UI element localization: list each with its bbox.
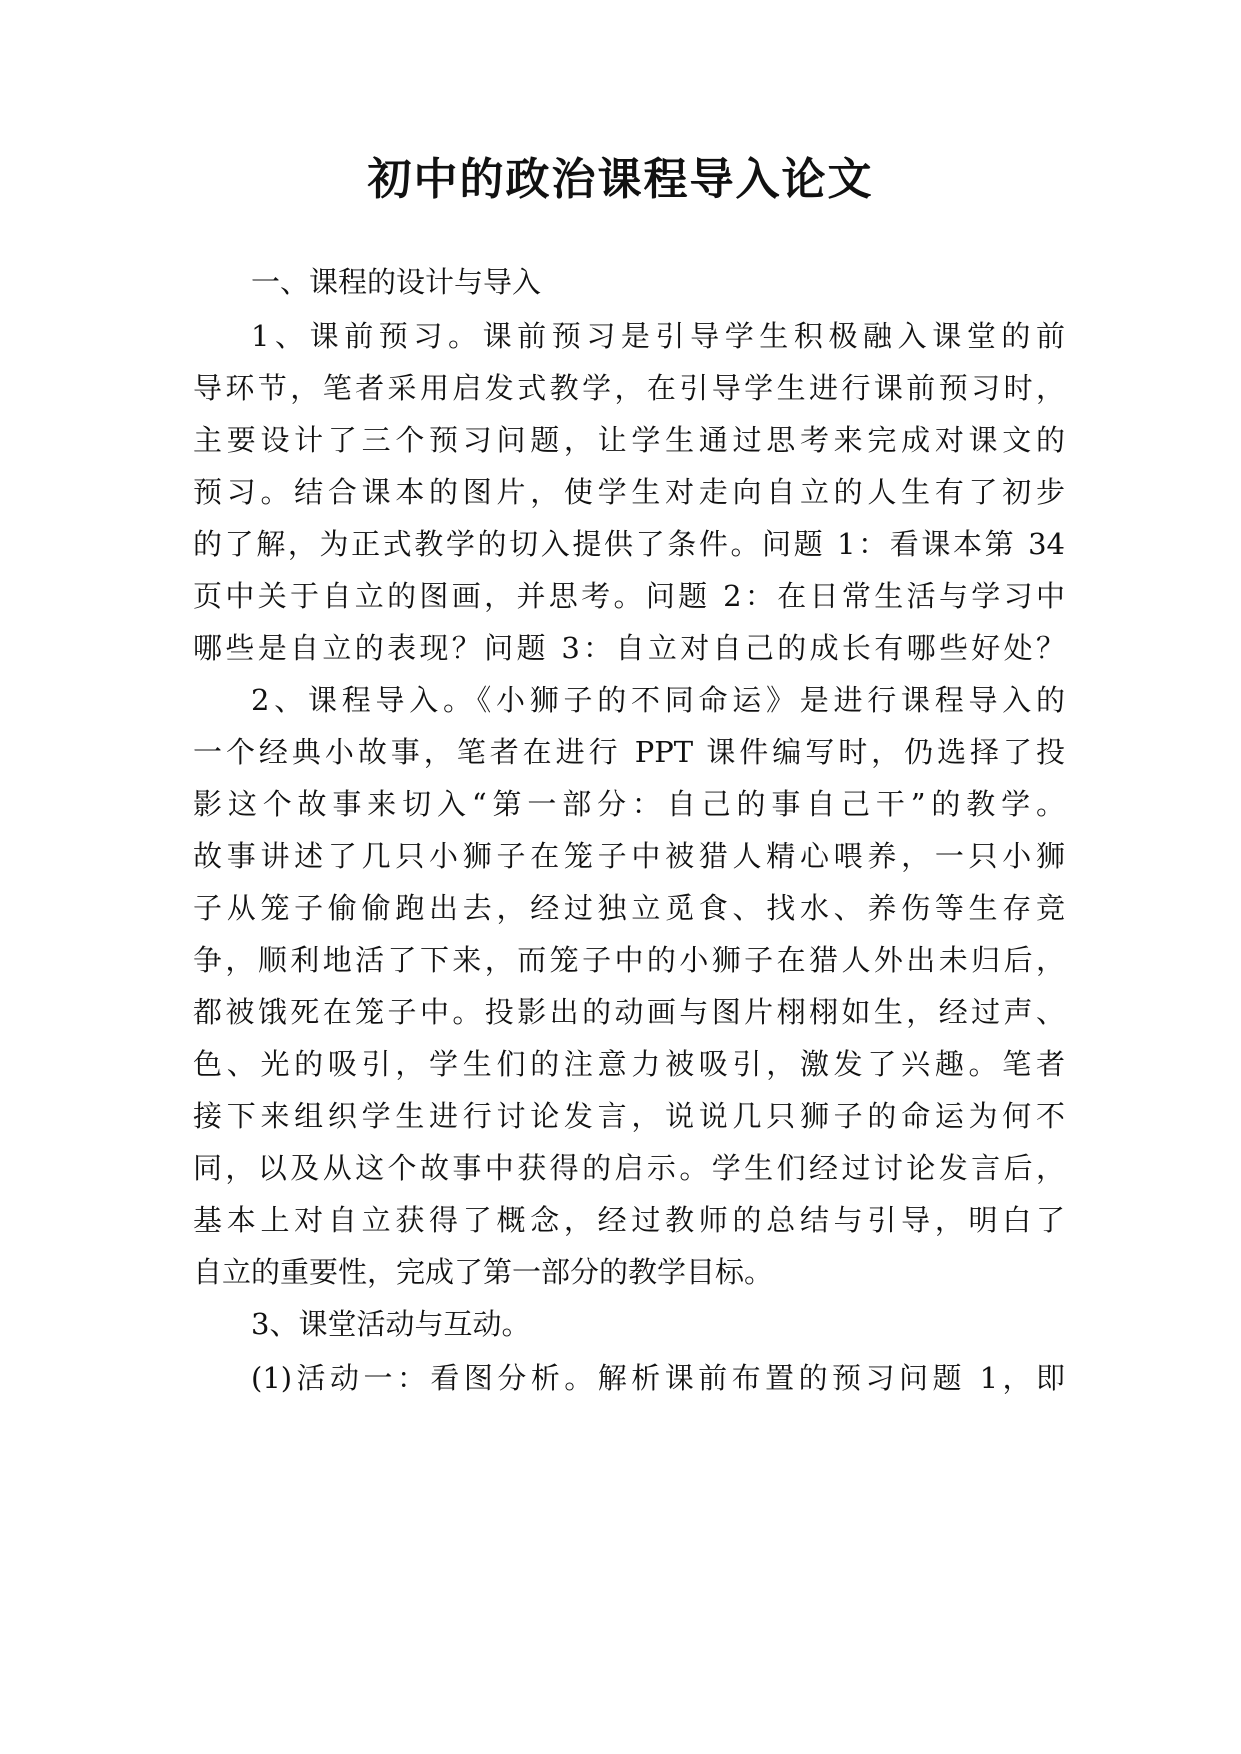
- paragraph-line: 预习。结合课本的图片，使学生对走向自立的人生有了初步: [193, 475, 1065, 509]
- paragraph-line: 子从笼子偷偷跑出去，经过独立觅食、找水、养伤等生存竞: [193, 891, 1065, 925]
- paragraph-line: 一个经典小故事，笔者在进行 PPT 课件编写时，仍选择了投: [193, 735, 1065, 769]
- paragraph-line: 的了解，为正式教学的切入提供了条件。问题 1：看课本第 34: [193, 527, 1065, 561]
- subsection-heading: 3、课堂活动与互动。: [251, 1307, 531, 1341]
- paragraph-line: 1、课前预习。课前预习是引导学生积极融入课堂的前: [251, 319, 1065, 353]
- paragraph-line: 同，以及从这个故事中获得的启示。学生们经过讨论发言后，: [193, 1151, 1065, 1185]
- paragraph-line: 导环节，笔者采用启发式教学，在引导学生进行课前预习时，: [193, 371, 1065, 405]
- paragraph-line: (1)活动一：看图分析。解析课前布置的预习问题 1，即: [251, 1361, 1065, 1395]
- paragraph-line: 故事讲述了几只小狮子在笼子中被猎人精心喂养，一只小狮: [193, 839, 1065, 873]
- paragraph-line: 2、课程导入。《小狮子的不同命运》是进行课程导入的: [251, 683, 1065, 717]
- paragraph-line: 色、光的吸引，学生们的注意力被吸引，激发了兴趣。笔者: [193, 1047, 1065, 1081]
- document-title: 初中的政治课程导入论文: [367, 154, 874, 205]
- paragraph-line: 都被饿死在笼子中。投影出的动画与图片栩栩如生，经过声、: [193, 995, 1065, 1029]
- paragraph-line: 争，顺利地活了下来，而笼子中的小狮子在猎人外出未归后，: [193, 943, 1065, 977]
- paragraph-line: 接下来组织学生进行讨论发言，说说几只狮子的命运为何不: [193, 1099, 1065, 1133]
- paragraph-line: 基本上对自立获得了概念，经过教师的总结与引导，明白了: [193, 1203, 1065, 1237]
- paragraph-line: 影这个故事来切入“第一部分：自己的事自己干”的教学。: [193, 787, 1065, 821]
- section-heading: 一、课程的设计与导入: [251, 265, 542, 299]
- paragraph-line: 页中关于自立的图画，并思考。问题 2：在日常生活与学习中: [193, 579, 1065, 613]
- paragraph-line: 自立的重要性，完成了第一部分的教学目标。: [193, 1255, 774, 1289]
- paragraph-line: 哪些是自立的表现？问题 3：自立对自己的成长有哪些好处？: [193, 631, 1065, 665]
- paragraph-line: 主要设计了三个预习问题，让学生通过思考来完成对课文的: [193, 423, 1065, 457]
